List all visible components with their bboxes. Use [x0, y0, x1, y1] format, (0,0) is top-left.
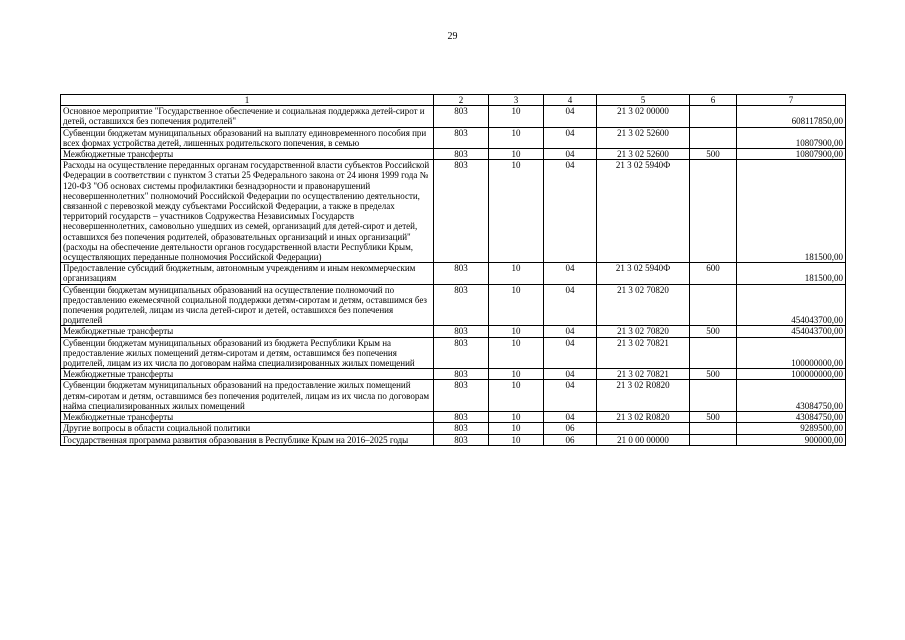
target-article-cell: 21 3 02 70820 [597, 284, 690, 326]
subsection-cell: 04 [544, 284, 597, 326]
expense-type-cell [690, 284, 737, 326]
amount-cell: 10807900,00 [737, 127, 846, 148]
grbs-cell: 803 [434, 380, 489, 412]
amount-cell: 100000000,00 [737, 337, 846, 369]
budget-table [60, 94, 846, 446]
section-cell: 10 [489, 337, 544, 369]
amount-cell: 608117850,00 [737, 106, 846, 127]
target-article-cell: 21 0 00 00000 [597, 434, 690, 445]
grbs-cell: 803 [434, 149, 489, 160]
target-article-cell: 21 3 02 R0820 [597, 412, 690, 423]
target-article-cell: 21 3 02 70821 [597, 337, 690, 369]
row-name-cell: Расходы на осуществление переданных органам государственной власти субъектов Российской Федерации в соответствии с пунктом 3 статьи 25 Федерального закона от 24 июня 1999 года № 120-ФЗ "Об основах системы профилактики безнадзорности и правонарушений несовершеннолетних" полномочий Российской Федерации по осуществлению деятельности, связанной с перевозкой между субъектами Российской Федерации, а также в пределах территорий государств – участников Содружества Независимых Государств несовершеннолетних, самовольно ушедших из семей, организаций для детей-сирот и детей, оставшихся без попечения родителей, образовательных организаций и иных организаций" (расходы на обеспечение деятельности органов государственной власти Республики Крым, осуществляющих переданные полномочия Российской Федерации) [61, 160, 434, 263]
table-row [61, 434, 846, 445]
table-row [61, 160, 846, 263]
table-row [61, 369, 846, 380]
grbs-cell: 803 [434, 337, 489, 369]
table-row [61, 412, 846, 423]
table-row [61, 263, 846, 284]
row-name-cell: Межбюджетные трансферты [61, 326, 434, 337]
grbs-cell: 803 [434, 326, 489, 337]
amount-cell: 181500,00 [737, 263, 846, 284]
amount-cell: 100000000,00 [737, 369, 846, 380]
table-row [61, 380, 846, 412]
subsection-cell: 06 [544, 434, 597, 445]
subsection-cell: 04 [544, 127, 597, 148]
section-cell: 10 [489, 106, 544, 127]
amount-cell: 10807900,00 [737, 149, 846, 160]
subsection-cell: 04 [544, 149, 597, 160]
header-cell: 7 [737, 95, 846, 106]
subsection-cell: 04 [544, 380, 597, 412]
table-row [61, 106, 846, 127]
target-article-cell: 21 3 02 52600 [597, 149, 690, 160]
expense-type-cell [690, 127, 737, 148]
amount-cell: 9289500,00 [737, 423, 846, 434]
amount-cell: 181500,00 [737, 160, 846, 263]
amount-cell: 43084750,00 [737, 412, 846, 423]
expense-type-cell [690, 106, 737, 127]
section-cell: 10 [489, 127, 544, 148]
header-cell: 5 [597, 95, 690, 106]
section-cell: 10 [489, 149, 544, 160]
grbs-cell: 803 [434, 434, 489, 445]
row-name-cell: Другие вопросы в области социальной политики [61, 423, 434, 434]
expense-type-cell: 500 [690, 412, 737, 423]
row-name-cell: Субвенции бюджетам муниципальных образований на осуществление полномочий по предоставлению ежемесячной социальной поддержки детям-сиротам и детям, оставшимся без попечения родителей, лицам из числа детей-сирот и детей, оставшихся без попечения родителей [61, 284, 434, 326]
expense-type-cell [690, 434, 737, 445]
header-cell: 1 [61, 95, 434, 106]
header-cell: 6 [690, 95, 737, 106]
target-article-cell: 21 3 02 70821 [597, 369, 690, 380]
row-name-cell: Субвенции бюджетам муниципальных образований на выплату единовременного пособия при всех формах устройства детей, лишенных родительского попечения, в семью [61, 127, 434, 148]
subsection-cell: 04 [544, 263, 597, 284]
grbs-cell: 803 [434, 263, 489, 284]
expense-type-cell: 600 [690, 263, 737, 284]
grbs-cell: 803 [434, 160, 489, 263]
grbs-cell: 803 [434, 284, 489, 326]
target-article-cell: 21 3 02 5940Ф [597, 263, 690, 284]
section-cell: 10 [489, 160, 544, 263]
expense-type-cell: 500 [690, 369, 737, 380]
target-article-cell: 21 3 02 R0820 [597, 380, 690, 412]
table-row [61, 284, 846, 326]
subsection-cell: 04 [544, 412, 597, 423]
grbs-cell: 803 [434, 106, 489, 127]
row-name-cell: Межбюджетные трансферты [61, 369, 434, 380]
amount-cell: 900000,00 [737, 434, 846, 445]
subsection-cell: 04 [544, 369, 597, 380]
table-row [61, 127, 846, 148]
table-row [61, 423, 846, 434]
row-name-cell: Предоставление субсидий бюджетным, автономным учреждениям и иным некоммерческим организациям [61, 263, 434, 284]
expense-type-cell [690, 380, 737, 412]
table-row [61, 337, 846, 369]
subsection-cell: 04 [544, 326, 597, 337]
expense-type-cell [690, 160, 737, 263]
subsection-cell: 04 [544, 160, 597, 263]
subsection-cell: 04 [544, 337, 597, 369]
section-cell: 10 [489, 434, 544, 445]
amount-cell: 454043700,00 [737, 326, 846, 337]
row-name-cell: Государственная программа развития образования в Республике Крым на 2016–2025 годы [61, 434, 434, 445]
grbs-cell: 803 [434, 423, 489, 434]
expense-type-cell [690, 423, 737, 434]
subsection-cell: 06 [544, 423, 597, 434]
row-name-cell: Субвенции бюджетам муниципальных образований на предоставление жилых помещений детям-сиротам и детям, оставшимся без попечения родителей, лицам из их числа по договорам найма специализированных жилых помещений [61, 380, 434, 412]
section-cell: 10 [489, 423, 544, 434]
target-article-cell [597, 423, 690, 434]
row-name-cell: Межбюджетные трансферты [61, 412, 434, 423]
grbs-cell: 803 [434, 369, 489, 380]
section-cell: 10 [489, 263, 544, 284]
page-number: 29 [447, 31, 458, 42]
expense-type-cell [690, 337, 737, 369]
section-cell: 10 [489, 284, 544, 326]
section-cell: 10 [489, 369, 544, 380]
target-article-cell: 21 3 02 70820 [597, 326, 690, 337]
table-row [61, 149, 846, 160]
grbs-cell: 803 [434, 412, 489, 423]
row-name-cell: Основное мероприятие "Государственное обеспечение и социальная поддержка детей-сирот и детей, оставшихся без попечения родителей" [61, 106, 434, 127]
expense-type-cell: 500 [690, 326, 737, 337]
subsection-cell: 04 [544, 106, 597, 127]
target-article-cell: 21 3 02 52600 [597, 127, 690, 148]
header-cell: 3 [489, 95, 544, 106]
target-article-cell: 21 3 02 5940Ф [597, 160, 690, 263]
amount-cell: 43084750,00 [737, 380, 846, 412]
table-row [61, 326, 846, 337]
row-name-cell: Межбюджетные трансферты [61, 149, 434, 160]
section-cell: 10 [489, 412, 544, 423]
target-article-cell: 21 3 02 00000 [597, 106, 690, 127]
header-cell: 4 [544, 95, 597, 106]
row-name-cell: Субвенции бюджетам муниципальных образований из бюджета Республики Крым на предоставление жилых помещений детям-сиротам и детям, оставшимся без попечения родителей, лицам из их числа по договорам найма специализированных жилых помещений [61, 337, 434, 369]
section-cell: 10 [489, 380, 544, 412]
expense-type-cell: 500 [690, 149, 737, 160]
table-header-row [61, 95, 846, 106]
amount-cell: 454043700,00 [737, 284, 846, 326]
section-cell: 10 [489, 326, 544, 337]
grbs-cell: 803 [434, 127, 489, 148]
header-cell: 2 [434, 95, 489, 106]
